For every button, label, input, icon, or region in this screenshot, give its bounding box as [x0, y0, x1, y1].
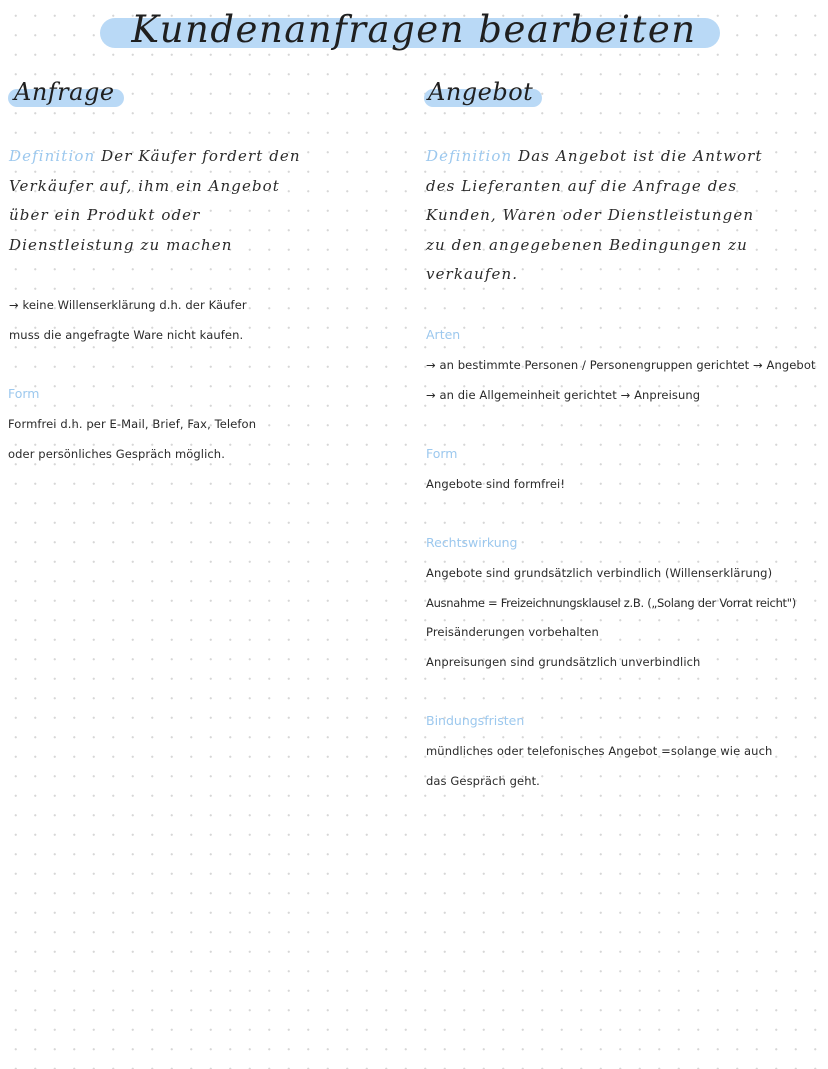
angebot-definition-line-5: verkaufen.: [426, 265, 519, 283]
angebot-bindungsfristen-line-2: das Gespräch geht.: [426, 773, 540, 788]
angebot-rechtswirkung: [426, 559, 796, 677]
angebot-rechtswirkung-line-1: Angebote sind grundsätzlich verbindlich (Willenserklärung): [426, 566, 773, 580]
angebot-rechtswirkung-line-2: Ausnahme = Freizeichnungsklausel z.B. („Solang der Vorrat reicht"): [426, 595, 796, 610]
angebot-arten-line-1: → an bestimmte Personen / Personengruppen gerichtet → Angebot: [426, 358, 816, 372]
angebot-definition-line-4: zu den angegebenen Bedingungen zu: [426, 235, 748, 254]
angebot-rechtswirkung-line-4: Anpreisungen sind grundsätzlich unverbindlich: [426, 654, 701, 669]
angebot-rechtswirkung-heading: Rechtswirkung: [426, 535, 518, 550]
page-title: Kundenanfragen bearbeiten: [131, 8, 697, 51]
angebot-rechtswirkung-line-3: Preisänderungen vorbehalten: [426, 625, 599, 639]
angebot-definition: [426, 142, 763, 290]
anfrage-form: [8, 410, 256, 469]
anfrage-definition-line-2: Verkäufer auf, ihm ein Angebot: [9, 176, 280, 195]
anfrage-definition-label: Definition: [9, 147, 96, 165]
angebot-heading: Angebot: [428, 78, 534, 106]
angebot-definition-label: Definition: [426, 147, 513, 165]
angebot-bindungsfristen: [426, 737, 772, 796]
anfrage-note-line-1: → keine Willenserklärung d.h. der Käufer: [9, 298, 247, 312]
angebot-form: [426, 470, 565, 500]
anfrage-definition-line-3: über ein Produkt oder: [9, 206, 201, 224]
anfrage-note-line-2: muss die angefragte Ware nicht kaufen.: [9, 327, 244, 342]
angebot-definition-line-3: Kunden, Waren oder Dienstleistungen: [426, 206, 755, 224]
angebot-form-line-1: Angebote sind formfrei!: [426, 477, 566, 491]
angebot-arten-line-2: → an die Allgemeinheit gerichtet → Anpreisung: [426, 387, 701, 402]
anfrage-form-line-1: Formfrei d.h. per E-Mail, Brief, Fax, Telefon: [8, 417, 257, 431]
anfrage-definition-line-4: Dienstleistung zu machen: [9, 235, 233, 254]
anfrage-form-heading: Form: [8, 386, 40, 401]
angebot-arten-heading: Arten: [426, 327, 461, 342]
angebot-bindungsfristen-line-1: mündliches oder telefonisches Angebot =solange wie auch: [426, 744, 773, 758]
angebot-form-heading: Form: [426, 446, 458, 461]
angebot-definition-line-2: des Lieferanten auf die Anfrage des: [426, 176, 738, 195]
anfrage-heading: Anfrage: [14, 78, 115, 106]
anfrage-definition-line-1: Definition Der Käufer fordert den: [9, 147, 301, 165]
anfrage-definition: [9, 142, 301, 260]
angebot-bindungsfristen-heading: Bindungsfristen: [426, 713, 525, 728]
anfrage-note: [9, 291, 247, 350]
angebot-arten: [426, 351, 816, 410]
anfrage-form-line-2: oder persönliches Gespräch möglich.: [8, 446, 225, 461]
angebot-definition-line-1: Definition Das Angebot ist die Antwort: [426, 147, 763, 165]
